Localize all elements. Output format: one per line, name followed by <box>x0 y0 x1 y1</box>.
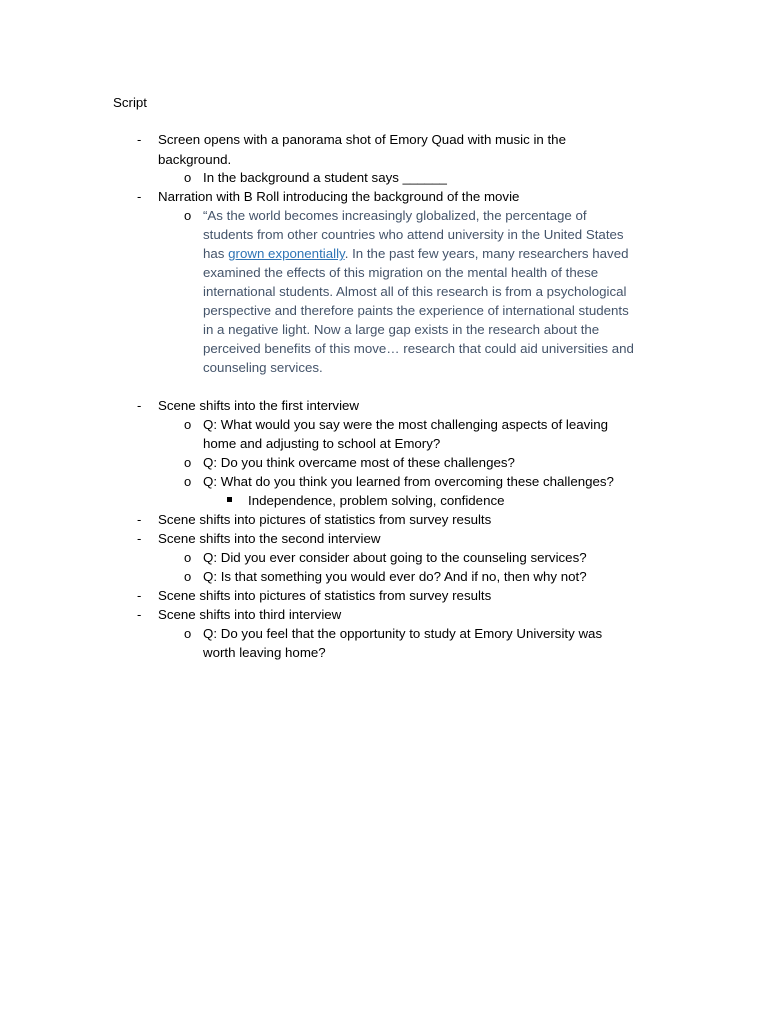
list-item: Narration with B Roll introducing the background of the movie <box>158 189 520 204</box>
circle-bullet: o <box>184 474 192 489</box>
dash-bullet: - <box>137 398 142 413</box>
square-bullet <box>227 497 232 502</box>
sub-list-item: Q: Is that something you would ever do? And if no, then why not? <box>203 569 587 584</box>
quote-line: international students. Almost all of this research is from a psychological <box>203 284 627 299</box>
list-item: Screen opens with a panorama shot of Emory Quad with music in the <box>158 132 566 147</box>
circle-bullet: o <box>184 455 192 470</box>
circle-bullet: o <box>184 170 192 185</box>
quote-line: perspective and therefore paints the experience of international students <box>203 303 629 318</box>
sub-list-item: Q: Did you ever consider about going to the counseling services? <box>203 550 587 565</box>
quote-line: counseling services. <box>203 360 323 375</box>
quote-line <box>203 244 629 263</box>
sub-list-item: Q: Do you feel that the opportunity to study at Emory University was <box>203 626 603 641</box>
list-item: Scene shifts into the second interview <box>158 531 381 546</box>
circle-bullet: o <box>184 626 192 641</box>
list-item: Scene shifts into pictures of statistics from survey results <box>158 588 492 603</box>
list-item-continuation: background. <box>158 152 232 167</box>
dash-bullet: - <box>137 512 142 527</box>
quote-line: in a negative light. Now a large gap exists in the research about the <box>203 322 600 337</box>
dash-bullet: - <box>137 132 142 147</box>
dash-bullet: - <box>137 588 142 603</box>
circle-bullet: o <box>184 569 192 584</box>
sub-list-item: In the background a student says ______ <box>203 170 447 185</box>
quote-line: perceived benefits of this move… research that could aid universities and <box>203 341 634 356</box>
dash-bullet: - <box>137 189 142 204</box>
sub-sub-list-item: Independence, problem solving, confidence <box>248 493 505 508</box>
list-item: Scene shifts into the first interview <box>158 398 360 413</box>
quote-line: examined the effects of this migration on the mental health of these <box>203 265 599 280</box>
dash-bullet: - <box>137 607 142 622</box>
circle-bullet: o <box>184 417 192 432</box>
dash-bullet: - <box>137 531 142 546</box>
sub-list-item-continuation: worth leaving home? <box>203 645 326 660</box>
grown-exponentially-link[interactable]: grown exponentially <box>228 246 345 261</box>
list-item: Scene shifts into third interview <box>158 607 342 622</box>
quote-text: has <box>203 246 229 261</box>
sub-list-item-continuation: home and adjusting to school at Emory? <box>203 436 441 451</box>
quote-text: . In the past few years, many researchers haved <box>344 246 629 261</box>
list-item: Scene shifts into pictures of statistics from survey results <box>158 512 492 527</box>
sub-list-item: Q: Do you think overcame most of these challenges? <box>203 455 515 470</box>
circle-bullet: o <box>184 550 192 565</box>
sub-list-item: Q: What would you say were the most challenging aspects of leaving <box>203 417 609 432</box>
quote-line: “As the world becomes increasingly globalized, the percentage of <box>203 208 587 223</box>
quote-line: students from other countries who attend university in the United States <box>203 227 624 242</box>
document-title: Script <box>113 95 147 110</box>
circle-bullet: o <box>184 208 192 223</box>
sub-list-item: Q: What do you think you learned from overcoming these challenges? <box>203 474 614 489</box>
